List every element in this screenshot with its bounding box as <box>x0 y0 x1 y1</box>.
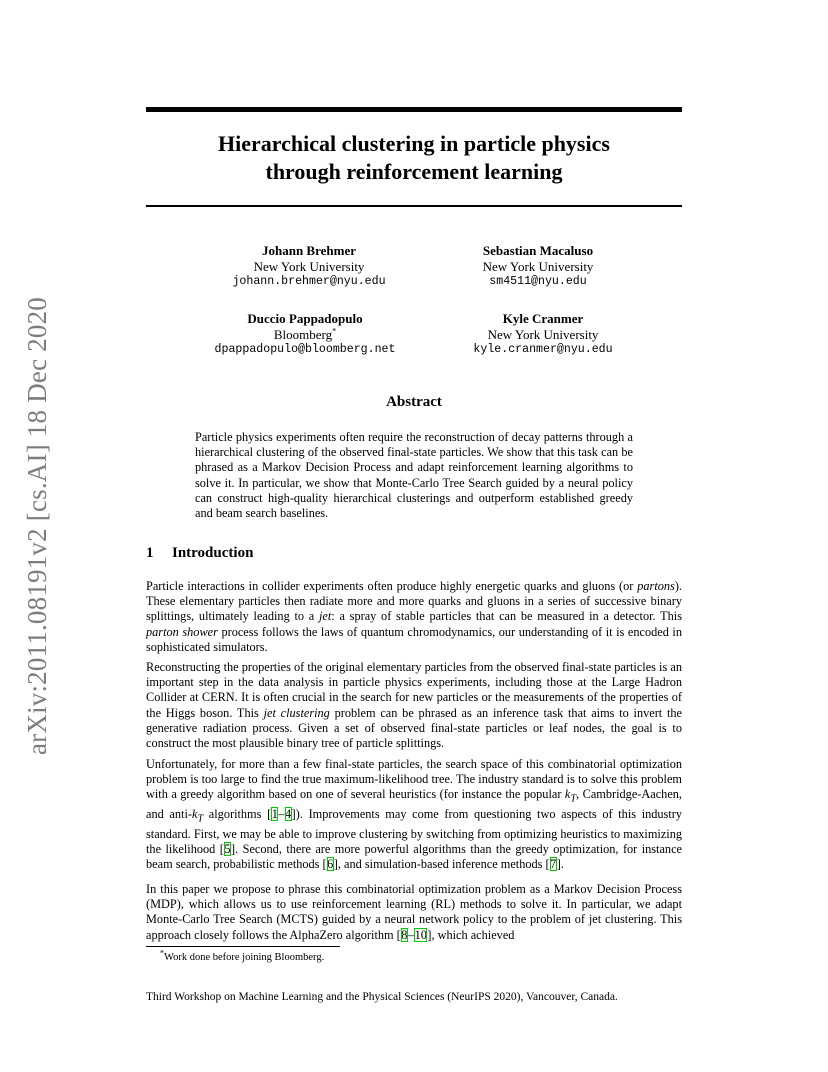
abstract-text: Particle physics experiments often require the reconstruction of decay patterns through a hierarchical clustering of the observed final-state particles. We show that this task can be phrased as a Markov Decision Process and adapt reinforcement learning algorithms to solve it. In particular, we show that Monte-Carlo Tree Search guided by a neural policy can construct high-quality hierarchical clusterings and outperform established greedy and beam search baselines. <box>195 430 633 521</box>
abstract-heading: Abstract <box>386 394 442 410</box>
math-symbol: k <box>564 787 571 802</box>
math-symbol: k <box>191 807 198 822</box>
text-run: , Cambridge-Aachen, and anti- <box>146 787 682 822</box>
footnote-rule <box>146 946 340 947</box>
text-run: – <box>407 927 415 942</box>
author-name: Kyle Cranmer <box>502 311 584 326</box>
text-run: – <box>278 807 285 822</box>
citation-link[interactable]: 8 <box>401 927 408 942</box>
footnote <box>160 948 325 964</box>
affiliation-text: Bloomberg <box>273 326 333 342</box>
citation-link[interactable]: 10 <box>414 927 427 942</box>
paragraph <box>146 579 682 655</box>
author-block <box>185 311 425 358</box>
author-affiliation: New York University <box>253 258 365 274</box>
author-affiliation: New York University <box>487 326 599 342</box>
text-run: ], which achieved <box>427 927 515 942</box>
author-affiliation <box>185 327 425 343</box>
text-run: Particle interactions in collider experiments often produce highly energetic quarks and gluons (or <box>146 579 638 593</box>
citation-link[interactable]: 7 <box>550 857 557 872</box>
title-bottom-rule <box>146 205 682 207</box>
math-subscript: T <box>197 813 204 825</box>
paragraph <box>146 882 682 943</box>
citation-link[interactable]: 5 <box>224 841 231 856</box>
section-number: 1 <box>146 545 154 561</box>
footnote-text: Work done before joining Bloomberg. <box>164 952 325 963</box>
text-run: problem can be phrased as an inference task that aims to invert the generative radiation process. Given a set of observed final-state particles or leaf nodes, the goal is to construct the most plausible binary tree of particle splittings. <box>146 705 683 751</box>
title-top-rule <box>146 107 682 112</box>
text-run: process follows the laws of quantum chromodynamics, our understanding of it is encoded in sophisticated simulators. <box>146 624 682 654</box>
section-heading <box>146 545 253 562</box>
text-run: ], and simulation-based inference methods [ <box>333 857 550 872</box>
text-run: ]. Second, there are more powerful algorithms than the greedy optimization, for instance beam search, probabilistic methods [ <box>146 841 682 872</box>
math-kt <box>191 807 204 825</box>
text-run: ). These elementary particles then radiate more and more quarks and gluons in a series of successive binary splittings, ultimately leading to a <box>146 579 682 624</box>
author-block <box>418 243 658 290</box>
author-block <box>423 311 663 358</box>
author-email[interactable]: kyle.cranmer@nyu.edu <box>473 343 613 356</box>
section-title: Introduction <box>172 545 254 561</box>
title-line-1: Hierarchical clustering in particle physics <box>218 131 610 156</box>
author-email[interactable]: dpappadopulo@bloomberg.net <box>214 343 396 356</box>
author-affiliation: New York University <box>482 258 594 274</box>
text-run: In this paper we propose to phrase this combinatorial optimization problem as a Markov Decision Process (MDP), which allows us to use reinforcement learning (RL) methods to solve it. In particular, we adapt Monte-Carlo Tree Search (MCTS) guided by a neural network policy to the problem of jet clustering. This approach closely follows the AlphaZero algorithm [ <box>146 882 682 942</box>
footnote-mark[interactable]: * <box>332 326 337 336</box>
author-email[interactable]: sm4511@nyu.edu <box>489 275 587 288</box>
paragraph <box>146 660 682 751</box>
emphasis: jet clustering <box>263 705 330 720</box>
title-line-2: through reinforcement learning <box>265 159 563 184</box>
emphasis: partons <box>637 579 675 593</box>
citation-link[interactable]: 1 <box>271 807 278 822</box>
citation-link[interactable]: 6 <box>327 857 334 872</box>
author-block <box>189 243 429 290</box>
text-run: Unfortunately, for more than a few final-state particles, the search space of this combinatorial optimization problem is too large to find the true maximum-likelihood tree. The industry standard is to solve this problem with a greedy algorithm based on one of several heuristics (for instance the popular <box>146 757 682 802</box>
author-name: Johann Brehmer <box>261 243 356 258</box>
paper-title <box>146 130 682 186</box>
math-kt <box>564 787 577 805</box>
text-run: algorithms [ <box>203 807 272 822</box>
author-email[interactable]: johann.brehmer@nyu.edu <box>232 275 386 288</box>
text-run: Reconstructing the properties of the original elementary particles from the observed final-state particles is an important step in the data analysis in particle physics experiments, including those at the Large Hadron Collider at CERN. It is often crucial in the search for new particles or the measurements of the properties of the Higgs boson. This <box>146 660 682 720</box>
author-name: Sebastian Macaluso <box>482 243 594 258</box>
author-name: Duccio Pappadopulo <box>247 311 363 326</box>
venue-footer: Third Workshop on Machine Learning and the Physical Sciences (NeurIPS 2020), Vancouver, Canada. <box>146 991 618 1003</box>
text-run: : a spray of stable particles that can be measured in a detector. This <box>331 609 683 624</box>
paragraph <box>146 757 682 872</box>
arxiv-stamp: arXiv:2011.08191v2 [cs.AI] 18 Dec 2020 <box>22 296 52 755</box>
math-subscript: T <box>570 793 577 805</box>
footnote-mark: * <box>160 948 164 958</box>
emphasis: jet <box>319 609 332 624</box>
emphasis: parton shower <box>146 624 218 639</box>
text-run: ]. <box>556 857 564 872</box>
text-run: ]). Improvements may come from questioning two aspects of this industry standard. First, we may be able to improve clustering by switching from optimizing heuristics to maximizing the likelihood [ <box>146 807 683 856</box>
citation-link[interactable]: 4 <box>285 807 292 822</box>
